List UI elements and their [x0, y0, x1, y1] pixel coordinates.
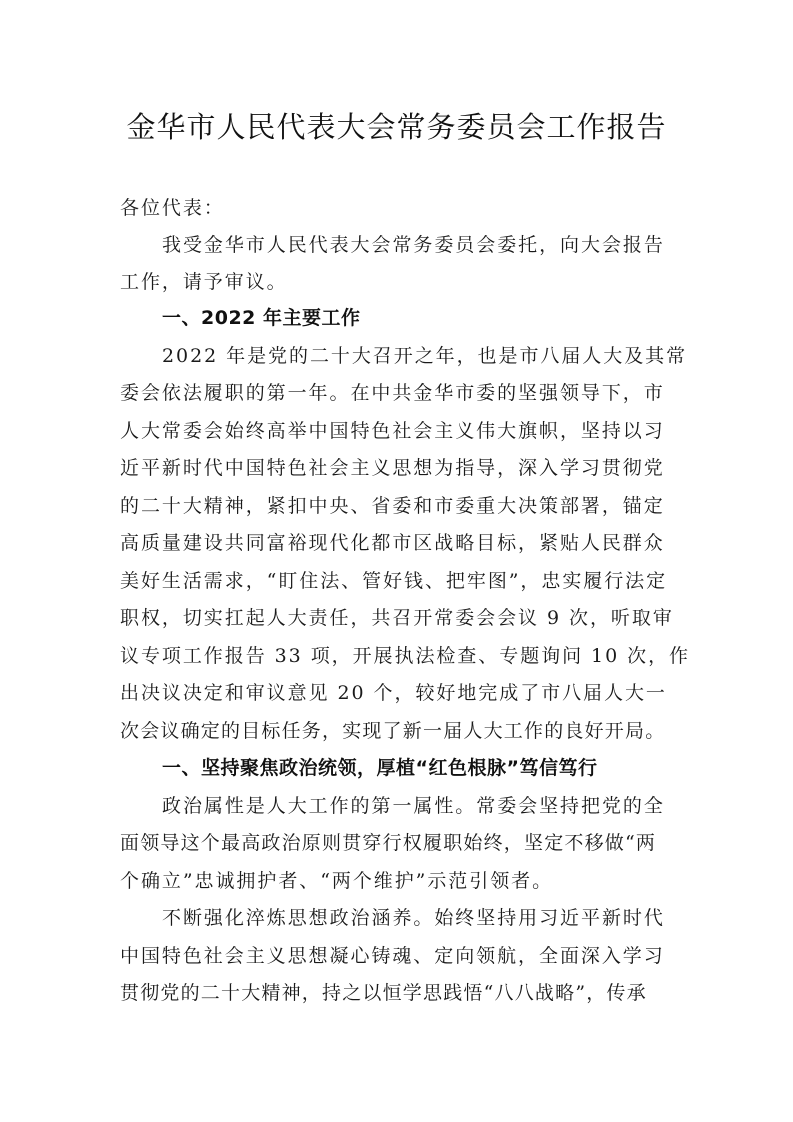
paragraph-line: 的二十大精神，紧扣中央、省委和市委重大决策部署，锚定 — [120, 495, 665, 517]
paragraph-line: 人大常委会始终高举中国特色社会主义伟大旗帜，坚持以习 — [120, 420, 665, 442]
paragraph-line: 美好生活需求，“盯住法、管好钱、把牢图”，忠实履行法定 — [120, 570, 668, 592]
paragraph-line: 职权，切实扛起人大责任，共召开常委会会议 9 次，听取审 — [120, 607, 674, 629]
paragraph-line: 我受金华市人民代表大会常务委员会委托，向大会报告 — [162, 234, 665, 256]
section-heading: 一、2022 年主要工作 — [162, 307, 361, 329]
document-title: 金华市人民代表大会常务委员会工作报告 — [126, 110, 667, 144]
paragraph-line: 政治属性是人大工作的第一属性。常委会坚持把党的全 — [162, 795, 665, 817]
section-heading: 一、坚持聚焦政治统领，厚植“红色根脉”笃信笃行 — [162, 757, 598, 779]
paragraph-line: 工作，请予审议。 — [120, 271, 288, 293]
paragraph-line: 近平新时代中国特色社会主义思想为指导，深入学习贯彻党 — [120, 457, 665, 479]
paragraph-line: 出决议决定和审议意见 20 个，较好地完成了市八届人大一 — [120, 682, 667, 704]
paragraph-line: 委会依法履职的第一年。在中共金华市委的坚强领导下，市 — [120, 382, 665, 404]
paragraph-line: 次会议确定的目标任务，实现了新一届人大工作的良好开局。 — [120, 720, 666, 742]
paragraph-line: 不断强化淬炼思想政治涵养。始终坚持用习近平新时代 — [162, 907, 665, 929]
paragraph-line: 中国特色社会主义思想凝心铸魂、定向领航，全面深入学习 — [120, 945, 665, 967]
paragraph-line: 2022 年是党的二十大召开之年，也是市八届人大及其常 — [162, 345, 688, 367]
paragraph-line: 议专项工作报告 33 项，开展执法检查、专题询问 10 次，作 — [120, 645, 690, 667]
paragraph-line: 面领导这个最高政治原则贯穿行权履职始终，坚定不移做“两 — [120, 832, 657, 854]
salutation: 各位代表： — [120, 197, 225, 219]
paragraph-line: 高质量建设共同富裕现代化都市区战略目标，紧贴人民群众 — [120, 532, 665, 554]
paragraph-line: 个确立”忠诚拥护者、“两个维护”示范引领者。 — [120, 870, 554, 892]
paragraph-line: 贯彻党的二十大精神，持之以恒学思践悟“八八战略”，传承 — [120, 982, 647, 1004]
